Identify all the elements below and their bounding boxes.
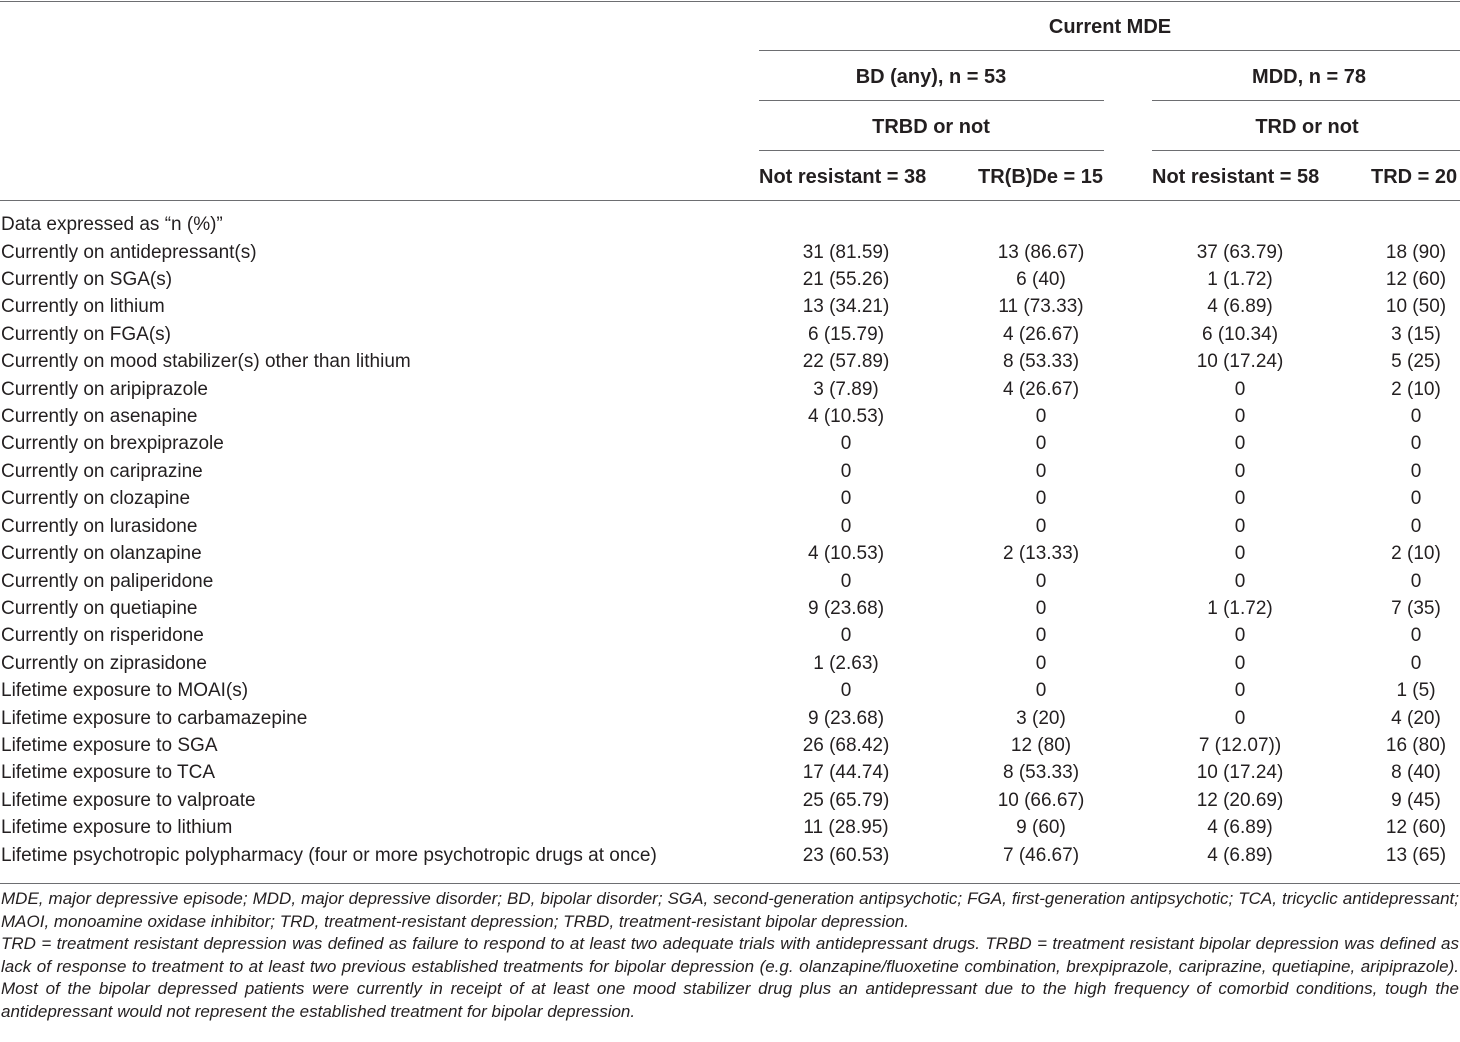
table-cell: 4 (26.67) — [1002, 323, 1080, 345]
table-cell: 0 — [1410, 570, 1422, 592]
caption-label: Data expressed as “n (%)” — [1, 214, 223, 235]
table-cell: 0 — [840, 570, 852, 592]
column-header: TRD = 20 — [1371, 166, 1458, 188]
table-cell: 31 (81.59) — [802, 241, 890, 263]
mdd-sub-rule — [1152, 150, 1460, 151]
table-row — [0, 815, 1460, 842]
table-cell: 0 — [1234, 543, 1246, 565]
row-label: Currently on asenapine — [1, 406, 198, 428]
column-header: TR(B)De = 15 — [978, 166, 1104, 188]
table-cell: 17 (44.74) — [802, 762, 890, 784]
header-bottom-rule — [0, 200, 1460, 201]
table-cell: 3 (7.89) — [813, 378, 879, 400]
table-cell: 8 (53.33) — [1002, 762, 1080, 784]
row-label: Lifetime exposure to lithium — [1, 817, 233, 839]
table-row — [0, 377, 1460, 404]
row-label: Currently on aripiprazole — [1, 378, 208, 400]
table-row — [0, 267, 1460, 294]
table-cell: 16 (80) — [1385, 735, 1447, 757]
table-row — [0, 431, 1460, 458]
table-cell: 7 (12.07)) — [1198, 735, 1282, 757]
row-label: Currently on mood stabilizer(s) other than lithium — [1, 351, 411, 373]
table-cell: 13 (65) — [1385, 844, 1447, 866]
table-cell: 1 (1.72) — [1207, 597, 1273, 619]
table-cell: 21 (55.26) — [802, 268, 890, 290]
table-cell: 11 (28.95) — [803, 817, 889, 839]
table-cell: 10 (17.24) — [1196, 762, 1284, 784]
table-row — [0, 733, 1460, 760]
table-cell: 6 (10.34) — [1201, 323, 1279, 345]
table-row — [0, 322, 1460, 349]
table-cell: 23 (60.53) — [802, 844, 890, 866]
table-row — [0, 404, 1460, 431]
column-header: Not resistant = 58 — [1152, 166, 1320, 188]
table-cell: 13 (34.21) — [802, 296, 890, 318]
table-cell: 4 (6.89) — [1207, 817, 1273, 839]
bd-subheader: TRBD or not — [872, 116, 990, 138]
mdd-subheader: TRD or not — [1255, 116, 1359, 138]
table-cell: 5 (25) — [1391, 351, 1441, 373]
table-cell: 2 (10) — [1391, 378, 1441, 400]
table-cell: 10 (17.24) — [1196, 351, 1284, 373]
table-row — [0, 514, 1460, 541]
table-cell: 0 — [1234, 378, 1246, 400]
row-label: Lifetime exposure to valproate — [1, 789, 256, 811]
table-cell: 0 — [1234, 406, 1246, 428]
table-cell: 6 (15.79) — [807, 323, 885, 345]
table-cell: 1 (2.63) — [813, 652, 879, 674]
table-cell: 4 (10.53) — [807, 406, 885, 428]
table-cell: 22 (57.89) — [802, 351, 890, 373]
column-header: Not resistant = 38 — [759, 166, 927, 188]
table-cell: 3 (15) — [1391, 323, 1441, 345]
table-row — [0, 596, 1460, 623]
table-cell: 0 — [1410, 433, 1422, 455]
table-cell: 0 — [1035, 570, 1047, 592]
row-label: Currently on olanzapine — [1, 543, 202, 565]
table-cell: 13 (86.67) — [997, 241, 1085, 263]
row-label: Currently on lurasidone — [1, 515, 198, 537]
table-cell: 12 (80) — [1010, 735, 1072, 757]
table-cell: 0 — [1410, 406, 1422, 428]
table-cell: 4 (26.67) — [1002, 378, 1080, 400]
row-label: Lifetime exposure to MOAI(s) — [1, 680, 249, 702]
table-row — [0, 486, 1460, 513]
table-row — [0, 294, 1460, 321]
table-cell: 0 — [840, 488, 852, 510]
caption-row — [0, 212, 1460, 239]
mdd-rule — [1152, 100, 1460, 101]
table-row — [0, 760, 1460, 787]
table-cell: 25 (65.79) — [802, 789, 890, 811]
row-label: Currently on SGA(s) — [1, 268, 173, 290]
table-cell: 3 (20) — [1016, 707, 1066, 729]
table-cell: 0 — [840, 625, 852, 647]
table-cell: 2 (10) — [1391, 543, 1441, 565]
table-bottom-rule — [0, 883, 1460, 884]
row-label: Currently on risperidone — [1, 625, 204, 647]
table-cell: 12 (20.69) — [1196, 789, 1284, 811]
row-label: Currently on lithium — [1, 296, 165, 318]
row-label: Currently on brexpiprazole — [1, 433, 224, 455]
table-cell: 0 — [1234, 707, 1246, 729]
table-cell: 9 (45) — [1391, 789, 1441, 811]
row-label: Lifetime exposure to TCA — [1, 762, 216, 784]
table-cell: 9 (23.68) — [807, 707, 885, 729]
table-cell: 0 — [1035, 680, 1047, 702]
table-cell: 0 — [840, 515, 852, 537]
table-cell: 0 — [840, 433, 852, 455]
table-cell: 0 — [1234, 652, 1246, 674]
table-row — [0, 706, 1460, 733]
table-cell: 8 (40) — [1391, 762, 1441, 784]
table-cell: 0 — [1234, 488, 1246, 510]
table-cell: 6 (40) — [1016, 268, 1066, 290]
table-row — [0, 843, 1460, 870]
table-cell: 0 — [1035, 597, 1047, 619]
table-cell: 12 (60) — [1385, 817, 1447, 839]
table-cell: 4 (6.89) — [1207, 296, 1273, 318]
table-row — [0, 651, 1460, 678]
table-cell: 12 (60) — [1385, 268, 1447, 290]
table-cell: 4 (6.89) — [1207, 844, 1273, 866]
table-cell: 0 — [1410, 625, 1422, 647]
row-label: Lifetime exposure to SGA — [1, 735, 218, 757]
table-cell: 0 — [1410, 652, 1422, 674]
row-label: Currently on clozapine — [1, 488, 191, 510]
table-row — [0, 623, 1460, 650]
footnote-abbreviations: MDE, major depressive episode; MDD, major depressive disorder; BD, bipolar disorder; SGA, second-generation antipsychotic; FGA, first-generation antipsychotic; TCA, tricyclic antidepressant; MAOI, monoamine oxidase inhibitor; TRD, treatment-resistant depression; TRBD, treatment-resistant bipolar depression. — [1, 889, 1459, 931]
row-label: Currently on cariprazine — [1, 460, 203, 482]
table-row — [0, 569, 1460, 596]
table-row — [0, 788, 1460, 815]
table-cell: 0 — [1234, 570, 1246, 592]
table-cell: 9 (23.68) — [807, 597, 885, 619]
table-cell: 4 (20) — [1391, 707, 1441, 729]
table-cell: 10 (66.67) — [997, 789, 1085, 811]
table-cell: 11 (73.33) — [998, 296, 1084, 318]
table-row — [0, 459, 1460, 486]
mdd-header: MDD, n = 78 — [1252, 66, 1366, 88]
table-cell: 26 (68.42) — [802, 735, 890, 757]
row-label: Currently on quetiapine — [1, 597, 198, 619]
table-cell: 37 (63.79) — [1196, 241, 1284, 263]
table-cell: 0 — [1410, 460, 1422, 482]
table-cell: 10 (50) — [1385, 296, 1447, 318]
table-cell: 0 — [1035, 652, 1047, 674]
bd-sub-rule — [759, 150, 1104, 151]
table-cell: 0 — [1234, 625, 1246, 647]
table-cell: 0 — [1035, 460, 1047, 482]
table-cell: 1 (1.72) — [1207, 268, 1273, 290]
table-cell: 0 — [1035, 406, 1047, 428]
table-row — [0, 349, 1460, 376]
table-row — [0, 541, 1460, 568]
table-cell: 0 — [1035, 625, 1047, 647]
table-cell: 0 — [1410, 515, 1422, 537]
table-cell: 0 — [1234, 680, 1246, 702]
table-cell: 0 — [1035, 488, 1047, 510]
row-label: Currently on ziprasidone — [1, 652, 207, 674]
table-cell: 7 (46.67) — [1002, 844, 1080, 866]
table-cell: 0 — [1234, 460, 1246, 482]
row-label: Currently on paliperidone — [1, 570, 214, 592]
table-cell: 0 — [840, 680, 852, 702]
top-rule — [0, 1, 1460, 2]
row-label: Lifetime psychotropic polypharmacy (four or more psychotropic drugs at once) — [1, 844, 657, 866]
table-cell: 0 — [840, 460, 852, 482]
table-row — [0, 678, 1460, 705]
bd-rule — [759, 100, 1104, 101]
table-cell: 1 (5) — [1396, 680, 1436, 702]
table-cell: 2 (13.33) — [1002, 543, 1080, 565]
table-cell: 0 — [1035, 515, 1047, 537]
group-header: Current MDE — [1048, 16, 1172, 38]
row-label: Currently on antidepressant(s) — [1, 241, 257, 263]
table-cell: 0 — [1234, 433, 1246, 455]
table-cell: 9 (60) — [1016, 817, 1066, 839]
footnotes — [1, 888, 1459, 1023]
row-label: Currently on FGA(s) — [1, 323, 171, 345]
bd-header: BD (any), n = 53 — [855, 66, 1007, 88]
table-row — [0, 240, 1460, 267]
row-label: Lifetime exposure to carbamazepine — [1, 707, 308, 729]
table-cell: 0 — [1234, 515, 1246, 537]
table-cell: 4 (10.53) — [807, 543, 885, 565]
table-cell: 18 (90) — [1385, 241, 1447, 263]
table-cell: 0 — [1035, 433, 1047, 455]
current-mde-rule — [759, 50, 1460, 51]
table-cell: 8 (53.33) — [1002, 351, 1080, 373]
footnote-definitions: TRD = treatment resistant depression was defined as failure to respond to at least two adequate trials with antidepressant drugs. TRBD = treatment resistant bipolar depression was defined as lack of response to treatment to at least two previous established treatments for bipolar depression (e.g. olanzapine/fluoxetine combination, brexpiprazole, cariprazine, quetiapine, aripiprazole). Most of the bipolar depressed patients were currently in receipt of at least one mood stabilizer drug plus an antidepressant due to the high frequency of comorbid conditions, tough the antidepressant would not represent the established treatment for bipolar depression. — [1, 934, 1459, 1021]
table-cell: 7 (35) — [1391, 597, 1441, 619]
table-cell: 0 — [1410, 488, 1422, 510]
